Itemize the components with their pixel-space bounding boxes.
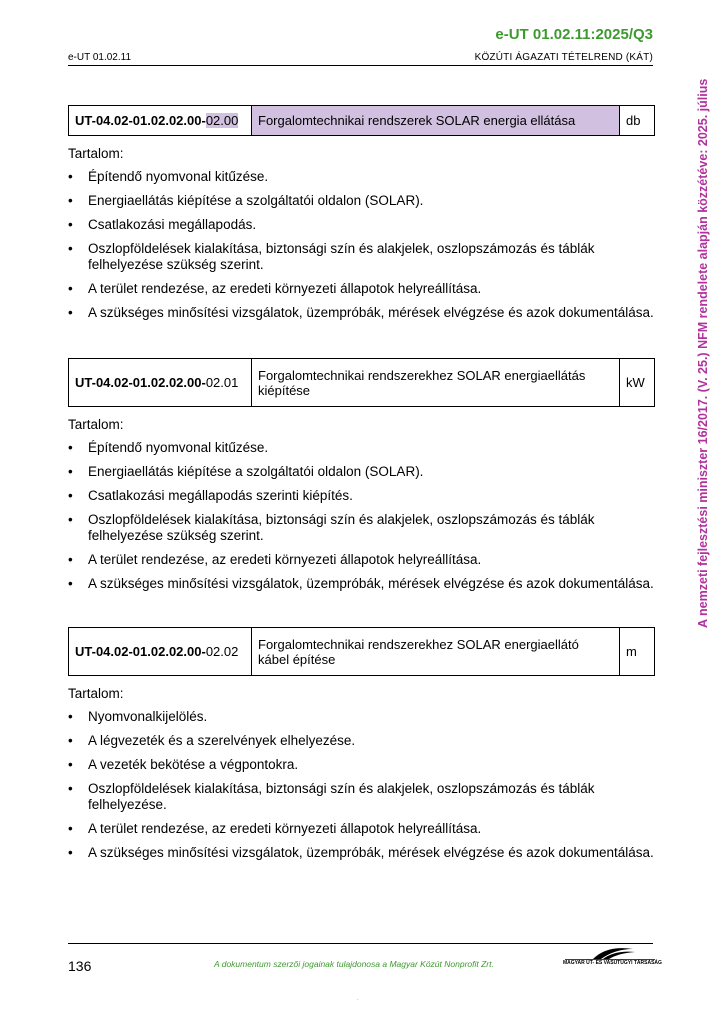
item-section-1 [68,105,655,321]
document-id: e-UT 01.02.11:2025/Q3 [495,26,653,43]
content-label: Tartalom: [68,146,124,161]
item-header-table [68,627,655,676]
list-item: • Oszlopföldelések kialakítása, biztonsági szín és alakjelek, oszlopszámozás és táblák felhelyezése szükség szerint. [88,241,655,273]
item-code [69,359,252,407]
item-code [69,628,252,676]
list-item: • Csatlakozási megállapodás szerinti kiépítés. [88,488,655,504]
item-header-table [68,358,655,407]
content-label: Tartalom: [68,417,124,432]
item-code-main: UT-04.02-01.02.02.00- [75,644,206,659]
footer-rule [68,943,653,944]
item-code-suffix: 02.01 [205,375,239,390]
society-logo [563,945,662,971]
page-dot: . [357,996,359,1002]
item-unit: m [620,628,655,676]
item-code-suffix: 02.00 [205,113,239,128]
list-item: • A vezeték bekötése a végpontokra. [88,757,655,773]
list-item: • Építendő nyomvonal kitűzése. [88,169,655,185]
header-rule [68,65,653,66]
item-code-main: UT-04.02-01.02.02.00- [75,375,206,390]
content-list [68,709,655,861]
copyright-notice: A dokumentum szerzői jogainak tulajdonosa a Magyar Közút Nonprofit Zrt. [214,959,494,969]
item-code-suffix: 02.02 [205,644,239,659]
list-item: • Nyomvonalkijelölés. [88,709,655,725]
header-right: KÖZÚTI ÁGAZATI TÉTELREND (KÁT) [474,52,653,63]
item-unit: kW [620,359,655,407]
list-item: • A légvezeték és a szerelvények elhelyezése. [88,733,655,749]
item-title: Forgalomtechnikai rendszerekhez SOLAR energiaellátás kiépítése [252,359,620,407]
item-code [69,106,252,136]
header-left: e-UT 01.02.11 [68,52,132,63]
item-code-main: UT-04.02-01.02.02.00- [75,113,206,128]
road-arch-icon [563,945,657,961]
item-title: Forgalomtechnikai rendszerekhez SOLAR energiaellátó kábel építése [252,628,620,676]
item-section-2 [68,358,655,592]
list-item: • Energiaellátás kiépítése a szolgáltatói oldalon (SOLAR). [88,464,655,480]
item-unit: db [620,106,655,136]
publication-note: A nemzeti fejlesztési miniszter 16/2017. (V. 25.) NFM rendelete alapján közzétéve: 2025. július [696,78,710,628]
list-item: • A szükséges minősítési vizsgálatok, üzempróbák, mérések elvégzése és azok dokumentálása. [88,576,655,592]
list-item: • A szükséges minősítési vizsgálatok, üzempróbák, mérések elvégzése és azok dokumentálása. [88,305,655,321]
logo-text: MAGYAR ÚT- ÉS VASÚTÜGYI TÁRSASÁG [563,960,662,966]
item-title: Forgalomtechnikai rendszerek SOLAR energia ellátása [252,106,620,136]
page-number: 136 [68,958,92,974]
list-item: • A terület rendezése, az eredeti környezeti állapotok helyreállítása. [88,552,655,568]
item-header-table [68,105,655,136]
list-item: • A szükséges minősítési vizsgálatok, üzempróbák, mérések elvégzése és azok dokumentálása. [88,845,655,861]
list-item: • Energiaellátás kiépítése a szolgáltatói oldalon (SOLAR). [88,193,655,209]
list-item: • Csatlakozási megállapodás. [88,217,655,233]
content-list [68,169,655,321]
list-item: • A terület rendezése, az eredeti környezeti állapotok helyreállítása. [88,281,655,297]
list-item: • A terület rendezése, az eredeti környezeti állapotok helyreállítása. [88,821,655,837]
content-label: Tartalom: [68,686,124,701]
list-item: • Oszlopföldelések kialakítása, biztonsági szín és alakjelek, oszlopszámozás és táblák felhelyezése szükség szerint. [88,512,655,544]
list-item: • Oszlopföldelések kialakítása, biztonsági szín és alakjelek, oszlopszámozás és táblák felhelyezése. [88,781,655,813]
item-section-3 [68,627,655,861]
list-item: • Építendő nyomvonal kitűzése. [88,440,655,456]
content-list [68,440,655,592]
